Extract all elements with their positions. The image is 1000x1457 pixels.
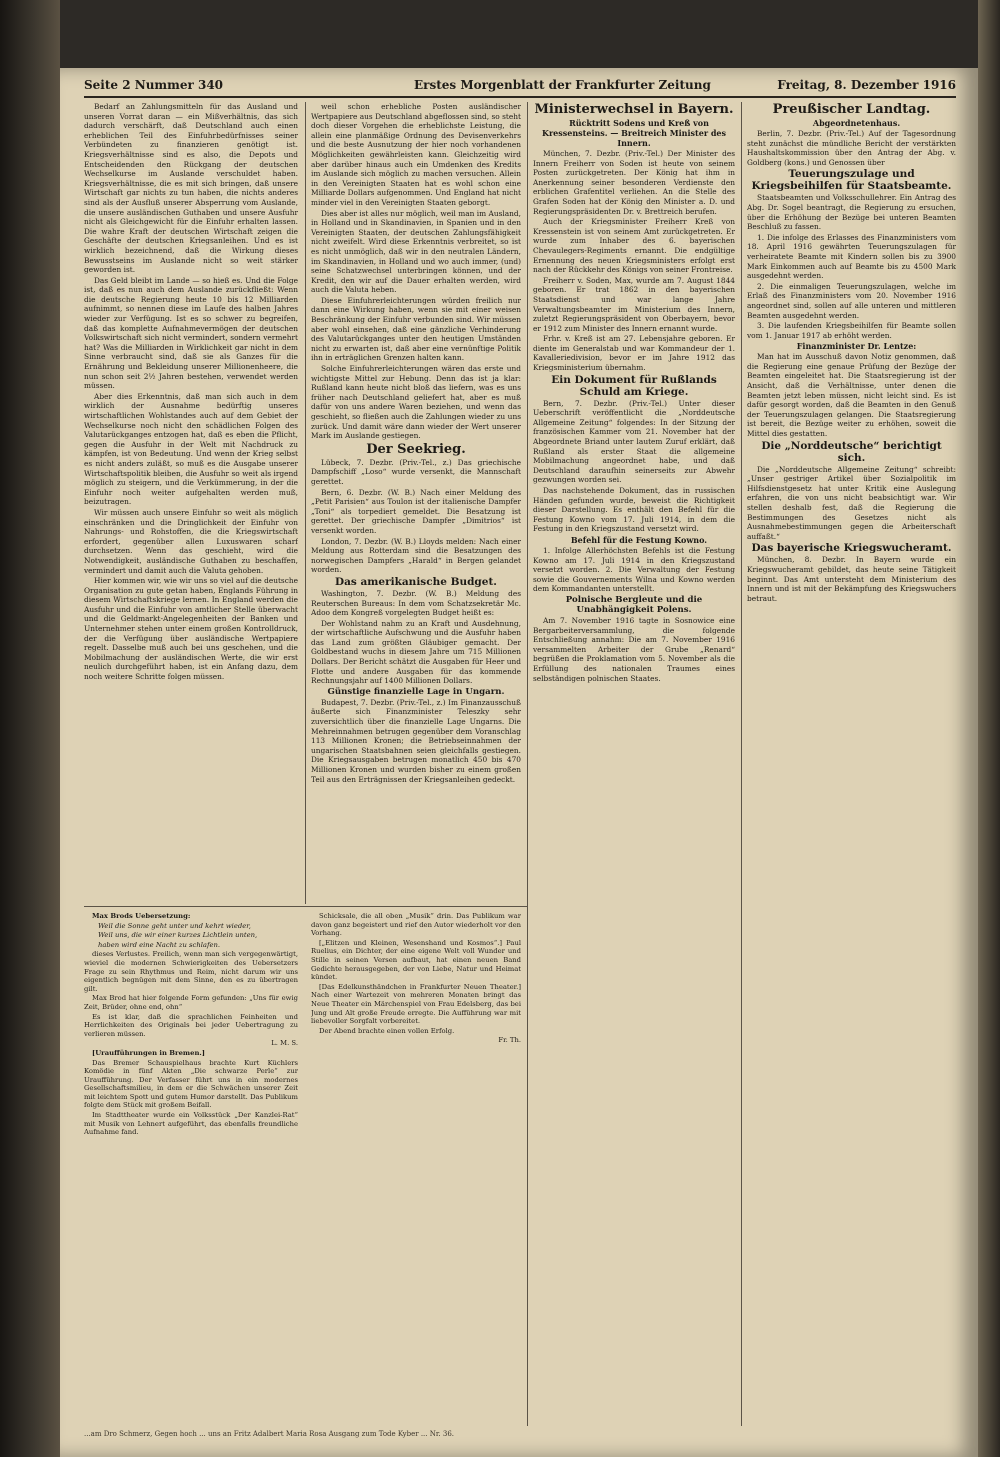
paragraph: Der Wohlstand nahm zu an Kraft und Ausdehnung, der wirtschaftliche Aufschwung und die Ausfuhr haben das Land zum größten Gläubiger gemacht. Der Goldbestand wuchs in diesem Jahre um 715 Millionen Dollars. Der Bericht schätzt die Ausgaben für Heer und Flotte und andere Ausgaben für das kommende Rechnungsjahr auf 1400 Millionen Dollars.	[311, 618, 521, 686]
paragraph: Staatsbeamten und Volksschullehrer. Ein Antrag des Abg. Dr. Sogel beantragt, die Regierung zu ersuchen, über die Erhöhung der Bezüge bei unteren Beamten Beschluß zu fassen.	[747, 193, 956, 232]
binding-gutter	[0, 0, 60, 1457]
paragraph: dieses Verlustes. Freilich, wenn man sich vergegenwärtigt, wieviel die modernen Schwierigkeiten des Uebersetzers Frage zu sein Rhythmus und Reim, nicht darum wir uns eigentlich begnügen mit dem Sinne, den es zu übertragen gilt.	[84, 950, 298, 993]
budget-heading: Das amerikanische Budget.	[335, 575, 497, 588]
column-rule	[741, 102, 742, 1426]
paragraph: Diese Einfuhrerleichterungen würden freilich nur dann eine Wirkung haben, wenn sie mit einer weisen Beschränkung der Einfuhr verbunden sind. Wir müssen aber wohl einsehen, daß eine gänzliche Verhinderung des Valutarückganges unter den heutigen Umständen nicht zu erwarten ist, daß aber eine vernünftige Politik ihn in erträglichen Grenzen halten kann.	[311, 295, 521, 363]
polen-heading: Polnische Bergleute und die Unabhängigkeit Polens.	[565, 594, 703, 615]
lentze-heading: Finanzminister Dr. Lentze:	[796, 341, 917, 352]
norddeutsche-heading: Die „Norddeutsche“ berichtigt sich.	[761, 439, 942, 464]
paragraph: Bern, 6. Dezbr. (W. B.) Nach einer Meldung des „Petit Parisien“ aus Toulon ist der italienische Dampfer „Toni“ als torpediert gemeldet. Die Besatzung ist gerettet. Der griechische Dampfer „Dimitrios“ ist versenkt worden.	[311, 487, 521, 535]
paragraph: Frhr. v. Kreß ist am 27. Lebensjahre geboren. Er diente im Generalstab und war Kommandeur der 1. Kavalleriedivision, bevor er im Jahre 1912 das Kriegsministerium übernahm.	[533, 334, 735, 373]
paragraph: Das nachstehende Dokument, das in russischen Händen gefunden wurde, beweist die Richtigkeit dieser Darstellung. Es enthält den Befehl für die Festung Kowno vom 17. Juli 1914, in dem die Festung in den Kriegszustand versetzt wird.	[533, 486, 735, 534]
paragraph: Solche Einfuhrerleichterungen wären das erste und wichtigste Mittel zur Hebung. Denn das ist ja klar: Rußland kann heute nicht bloß das liefern, was es uns früher nach Deutschland geliefert hat, aber es muß dafür von uns andere Waren beziehen, und wenn das geschieht, so fließen auch die Zahlungen wieder zu uns zurück. Und damit wäre dann wieder der Wert unserer Mark im Auslande gestiegen.	[311, 364, 521, 441]
landtag-heading: Preußischer Landtag.	[772, 102, 931, 117]
paragraph: Im Stadttheater wurde ein Volksstück „Der Kanzlei-Rat“ mit Musik von Lehnert aufgeführt, das ebenfalls freundliche Aufnahme fand.	[84, 1111, 298, 1137]
column-rule	[305, 102, 306, 904]
paragraph: [Das Edelkunsthändchen in Frankfurter Neuen Theater.] Nach einer Wartezeit von mehreren Monaten bringt das Neue Theater ein Märchenspiel von Frau Edelsberg, das bei Jung und Alt große Freude erregte. Die Aufführung war mit liebevoller Sorgfalt vorbereitet.	[311, 982, 521, 1026]
minister-subheading: Rücktritt Sodens und Kreß von Kressensteins. — Breitreich Minister des Innern.	[541, 118, 727, 148]
article-wechselkurse	[84, 102, 298, 902]
torn-bottom-line: ...am Dro Schmerz, Gegen hoch ... uns an Fritz Adalbert Maria Rosa Ausgang zum Tode Kyber ... Nr. 36.	[84, 1430, 455, 1438]
befehl-heading: Befehl für die Festung Kowno.	[570, 534, 708, 545]
paragraph: Der Abend brachte einen vollen Erfolg.	[319, 1026, 455, 1035]
poem-line: haben wird eine Nacht zu schlafen.	[98, 940, 221, 949]
paragraph: München, 8. Dezbr. In Bayern wurde ein Kriegswucheramt gebildet, das heute seine Tätigkeit beginnt. Das Amt untersteht dem Ministerium des Innern und ist mit der Bekämpfung des Kriegswuchers betraut.	[747, 555, 956, 603]
signature: Fr. Th.	[498, 1036, 521, 1045]
column-rule	[527, 102, 528, 1426]
paragraph: Am 7. November 1916 tagte in Sosnowice eine Bergarbeiterversammlung, die folgende Entschließung annahm: Die am 7. November 1916 versammelten Arbeiter der Grube „Renard“ begrüßen die Proklamation vom 5. November als die Erfüllung des nationalen Traumes eines selbständigen polnischen Staates.	[533, 615, 735, 683]
paragraph: 2. Die einmaligen Teuerungszulagen, welche im Erlaß des Finanzministers vom 20. November 1916 angeordnet sind, sollen auf alle unteren und mittleren Beamten ausgedehnt werden.	[747, 281, 956, 320]
bremen-heading: [Uraufführungen in Bremen.]	[92, 1048, 205, 1057]
feuilleton-left	[84, 912, 298, 1426]
poem-line: Weil die Sonne geht unter und kehrt wieder,	[98, 921, 251, 930]
feuilleton-middle	[311, 912, 521, 1426]
paragraph: Freiherr v. Soden, Max, wurde am 7. August 1844 geboren. Er trat 1862 in den bayerischen Staatsdienst und war lange Jahre Verwaltungsbeamter im Ministerium des Innern, zuletzt Regierungspräsident von Oberbayern, bevor er 1912 zum Minister des Innern ernannt wurde.	[533, 275, 735, 333]
signature: L. M. S.	[271, 1039, 298, 1048]
paragraph: Auch der Kriegsminister Freiherr Kreß von Kressenstein ist von seinem Amt zurückgetreten. Er wurde zum Inhaber des 6. bayerischen Chevaulegers-Regiments ernannt. Die endgültige Ernennung des neuen Kriegsministers erfolgt erst nach der Rückkehr des Königs von seiner Frontreise.	[533, 217, 735, 275]
paragraph: Washington, 7. Dezbr. (W. B.) Meldung des Reuterschen Bureaus: In dem vom Schatzsekretär Mc. Adoo dem Kongreß vorgelegten Budget heißt es:	[311, 588, 521, 618]
bayern-heading: Das bayerische Kriegswucheramt.	[751, 542, 952, 555]
paragraph: weil schon erhebliche Posten ausländischer Wertpapiere aus Deutschland abgeflossen sind, so steht doch dieser Vorgehen die erheblichste Leistung, die allein eine planmäßige Ordnung des Devisenverkehrs und die beste Ausnutzung der hier noch vorhandenen Möglichkeiten gewährleisten kann. Gleichzeitig wird aber darüber hinaus auch ein Umdenken des Kredits im Auslande sich möglich zu machen versuchen. Allein in den Vereinigten Staaten hat es wohl schon eine Milliarde Dollars aufgenommen. Und England hat nicht minder viel in den Vereinigten Staaten geborgt.	[311, 102, 521, 207]
paragraph: 1. Die infolge des Erlasses des Finanzministers vom 18. April 1916 gewährten Teuerungszulagen für verheiratete Beamte mit Kindern sollen bis zu 3900 Mark Einkommen auch auf Beamte bis zu 4500 Mark ausgedehnt werden.	[747, 232, 956, 281]
paragraph: München, 7. Dezbr. (Priv.-Tel.) Der Minister des Innern Freiherr von Soden ist heute von seinem Posten zurückgetreten. Der König hat ihm in Anerkennung seiner besonderen Verdienste den erblichen Grafentitel verliehen. An die Stelle des Grafen Soden hat der König den Minister a. D. und Regierungspräsidenten Dr. v. Brettreich berufen.	[533, 149, 735, 216]
dokument-heading: Ein Dokument für Rußlands Schuld am Kriege.	[551, 373, 717, 398]
column-2	[311, 102, 521, 902]
paragraph: Die „Norddeutsche Allgemeine Zeitung“ schreibt: „Unser gestriger Artikel über Sozialpolitik im Hilfsdienstgesetz hat unter Kritik eine Auslegung erfahren, die von uns nicht beabsichtigt war. Wir stellen deshalb fest, daß die Regierung die Bestimmungen des Gesetzes nicht als Ausnahmebestimmungen gegen die Arbeiterschaft auffaßt.“	[747, 464, 956, 541]
feuilleton-heading: Max Brods Uebersetzung:	[92, 912, 191, 920]
newspaper-title: Erstes Morgenblatt der Frankfurter Zeitung	[414, 78, 711, 92]
teuerung-heading: Teuerungszulage und Kriegsbeihilfen für Staatsbeamte.	[751, 168, 952, 193]
paragraph: Dies aber ist alles nur möglich, weil man im Ausland, in Holland und in Skandinavien, in Spanien und in den Vereinigten Staaten, der deutschen Zahlungsfähigkeit nicht zweifelt. Wird diese Erkenntnis verbreitet, so ist es nicht unmöglich, daß wir in den neutralen Ländern, im Skandinavien, in Holland und wo auch immer, (und) seine Schatzwechsel unterbringen können, und der Kredit, den wir auf die Dauer erhalten werden, wird auch die Valuta heben.	[311, 208, 521, 295]
paragraph: Man hat im Ausschuß davon Notiz genommen, daß die Regierung eine genaue Prüfung der Bezüge der Beamten eingeleitet hat. Die Staatsregierung ist der Ansicht, daß die Verhältnisse, unter denen die Beamten jetzt leben müssen, nicht leicht sind. Es ist dafür gesorgt worden, daß die Beamten in den Genuß der Teuerungszulagen gelangen. Die Staatsregierung ist bereit, die Bezüge weiter zu erhöhen, soweit die Mittel dies gestatten.	[747, 352, 956, 439]
paragraph: Das Bremer Schauspielhaus brachte Kurt Küchlers Komödie in fünf Akten „Die schwarze Perle“ zur Uraufführung. Der Verfasser führt uns in ein modernes Gesellschaftsmilieu, in dem er die Schwächen unserer Zeit mit leichtem Spott und gutem Humor darstellt. Das Publikum folgte dem Stück mit großem Beifall.	[84, 1058, 298, 1110]
paragraph: Schicksale, die all oben „Musik“ drin. Das Publikum war davon ganz begeistert und rief den Autor wiederholt vor den Vorhang.	[311, 912, 521, 938]
feuilleton-rule	[84, 906, 527, 907]
masthead-row	[84, 78, 956, 98]
poem-line: Weil uns, die wir einer kurzes Lichtlein unten,	[98, 931, 258, 940]
minister-heading: Ministerwechsel in Bayern.	[534, 102, 734, 117]
issue-date: Freitag, 8. Dezember 1916	[777, 78, 956, 92]
ungarn-heading: Günstige finanzielle Lage in Ungarn.	[327, 686, 505, 697]
paragraph: 3. Die laufenden Kriegsbeihilfen für Beamte sollen vom 1. Januar 1917 ab erhöht werden.	[747, 321, 956, 340]
paragraph: Bedarf an Zahlungsmitteln für das Ausland und unseren Vorrat daran — ein Mißverhältnis, das sich dadurch verschärft, daß Deutschland auch einen erheblichen Teil des Einfuhrbedürfnisses seiner Verbündeten zu finanzieren genötigt ist. Kriegsverhältnisse sind es also, die Depots und Entscheidenden den Rückgang der deutschen Wechselkurse im Auslande verschuldet haben. Kriegsverhältnisse, die es mit sich bringen, daß unsere Wirtschaft gar nichts zu tun haben, die nichts anderes sind als der Ausfluß unserer Absperrung vom Auslande, die unsere ausländischen Guthaben und unsere Ausfuhr nicht als Gleichgewicht für die Einfuhr erhalten lassen. Die wahre Kraft der deutschen Wirtschaft zeigen die Geschäfte der deutschen Kriegsanleihen. Und es ist wirklich bezeichnend, daß die Wirkung dieses Bewusstseins im Auslande nicht so weit stärker geworden ist.	[84, 102, 298, 275]
column-3	[533, 102, 735, 1424]
paragraph: Es ist klar, daß die sprachlichen Feinheiten und Herrlichkeiten des Originals bei jeder Uebertragung zu verlieren müssen.	[84, 1012, 298, 1038]
paragraph: Bern, 7. Dezbr. (Priv.-Tel.) Unter dieser Ueberschrift veröffentlicht die „Norddeutsche Allgemeine Zeitung“ folgendes: In der Sitzung der französischen Kammer vom 21. November hat der Abgeordnete Briand unter lautem Zuruf erklärt, daß Rußland als erster Staat die allgemeine Mobilmachung angeordnet habe, und daß Deutschland daraufhin seinerseits zur Abwehr gezwungen worden sei.	[533, 398, 735, 485]
paragraph: Max Brod hat hier folgende Form gefunden: „Uns für ewig Zeit, Brüder, ohne end, ohn“	[84, 994, 298, 1011]
paragraph: Aber dies Erkenntnis, daß man sich auch in dem wirklich der Ausnahme bedürftig unseres wirtschaftlichen Wohlstandes auch auf dem Gebiet der Wechselkurse noch nicht den schädlichen Folgen des Valutarückganges entzogen hat, daß es eben die Pflicht, gegen die Ausfuhr in der Welt mit Nachdruck zu kämpfen, ist von Bedeutung. Und wenn der Krieg selbst es nicht anders zuläßt, so muß es die Ausgabe unserer Wirtschaftspolitik bleiben, die Ausfuhr so weit als irgend möglich zu steigern, und die Verkümmerung, in der die Einfuhr noch weiter aufgehalten werden muß, beizutragen.	[84, 391, 298, 507]
paragraph: Berlin, 7. Dezbr. (Priv.-Tel.) Auf der Tagesordnung steht zunächst die mündliche Bericht der verstärkten Haushaltskommission über den Antrag der Abg. v. Goldberg (kons.) und Genossen über	[747, 129, 956, 167]
paragraph: 1. Infolge Allerhöchsten Befehls ist die Festung Kowno am 17. Juli 1914 in den Kriegszustand versetzt worden. 2. Die Verwaltung der Festung sowie die Gouvernements Wilna und Kowno werden dem Kommandanten unterstellt.	[533, 545, 735, 594]
column-4	[747, 102, 956, 1424]
paragraph: [„Elitzen und Kleinen, Wesenshand und Kosmos“.] Paul Ruelius, ein Dichter, der eine eigene Welt voll Wunder und Stille in seinen Versen aufbaut, hat einen neuen Band Gedichte herausgegeben, der von Liebe, Natur und Heimat kündet.	[311, 938, 521, 982]
page-number: Seite 2 Nummer 340	[84, 78, 224, 92]
paragraph: Das Geld bleibt im Lande — so hieß es. Und die Folge ist, daß es nun auch dem Auslande zurückfließt: Wenn die deutsche Regierung heute 10 bis 12 Milliarden aufnimmt, so nennen diese im Laufe des halben Jahres wieder zur Verfügung. Ist es so schwer zu begreifen, daß das komplette Aufnahmevermögen der deutschen Volkswirtschaft sich nicht vermindert, sondern vermehrt hat? Was die Milliarden in Wirklichkeit gar nicht in dem Sinne verbraucht sind, daß sie als Ganzes für die Ernährung und Bekleidung unserer Millionenheere, die nun schon seit 2½ Jahren bestehen, verwendet werden müssen.	[84, 275, 298, 391]
paragraph: Budapest, 7. Dezbr. (Priv.-Tel., z.) Im Finanzausschuß äußerte sich Finanzminister Teleszky sehr zuversichtlich über die finanzielle Lage Ungarns. Die Mehreinnahmen betrugen gegenüber dem Voranschlag 113 Millionen Kronen; die Betriebseinnahmen der ungarischen Staatsbahnen seien gleichfalls gestiegen. Die Kriegsausgaben betrugen monatlich 450 bis 470 Millionen Kronen und wurden bisher zu einem großen Teil aus den Erträgnissen der Kriegsanleihen gedeckt.	[311, 697, 521, 784]
page-edge	[978, 0, 1000, 1457]
paragraph: Hier kommen wir, wie wir uns so viel auf die deutsche Organisation zu gute getan haben, Englands Führung in diesem Wirtschaftskriege lernen. In England werden die Ausfuhr und die Einfuhr von amtlicher Stelle überwacht und die Geldmarkt-Angelegenheiten der Banken und Unternehmer stehen unter einem großen Kontrolldruck, der die Verfügung über ausländische Wertpapiere regelt. Dasselbe muß auch bei uns geschehen, und die Mobilmachung der ausländischen Werte, die wir erst neulich durchgeführt haben, ist ein Anfang dazu, dem noch weitere Schritte folgen müssen.	[84, 576, 298, 682]
paragraph: Wir müssen auch unsere Einfuhr so weit als möglich einschränken und die Dringlichkeit der Einfuhr von Nahrungs- und Rohstoffen, die die Kriegswirtschaft erfordert, gegenüber allen Luxuswaren scharf durchsetzen. Wenn das geschieht, wird die Notwendigkeit, ausländische Guthaben zu beschaffen, vermindert und damit auch die Valuta gehoben.	[84, 507, 298, 575]
paragraph: London, 7. Dezbr. (W. B.) Lloyds melden: Nach einer Meldung aus Rotterdam sind die Besatzungen des norwegischen Dampfers „Harald“ in Bergen gelandet worden.	[311, 536, 521, 575]
seekrieg-heading: Der Seekrieg.	[366, 441, 466, 457]
landtag-subheading: Abgeordnetenhaus.	[812, 118, 901, 128]
paragraph: Lübeck, 7. Dezbr. (Priv.-Tel., z.) Das griechische Dampfschiff „Loso“ wurde versenkt, die Mannschaft gerettet.	[311, 457, 521, 486]
